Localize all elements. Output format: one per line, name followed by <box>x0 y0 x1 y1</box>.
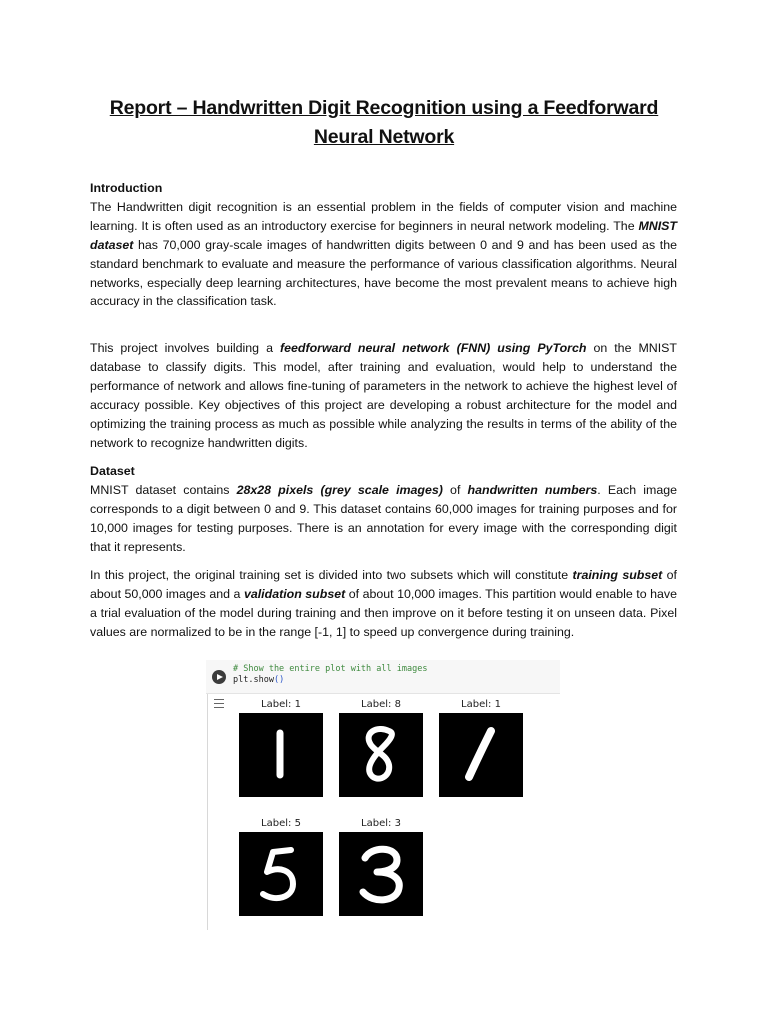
dataset-p2-emphasis-2: validation subset <box>243 586 346 601</box>
digit-sample <box>439 699 523 797</box>
intro-p2-text-b: on the MNIST database to classify digits. This model, after training and evaluation, would help to understand the performance of network and allows fine-tuning of parameters in the network to achieve the highest level of accuracy possible. Key objectives of this project are developing a robust architecture for the model and optimizing the training process as much as possible while analyzing the results in terms of the ability of the network to recognize handwritten digits. <box>90 341 678 450</box>
dataset-p1-emphasis-1: 28x28 pixels (grey scale images) <box>236 482 443 497</box>
introduction-paragraph-2 <box>90 339 677 452</box>
dataset-p2-text-a: In this project, the original training set is divided into two subsets which will constitute <box>90 568 573 582</box>
digit-image-5 <box>239 832 323 916</box>
digit-sample <box>239 818 323 916</box>
digit-label: Label: 3 <box>361 818 401 829</box>
digit-image-8 <box>339 713 423 797</box>
introduction-paragraph-1 <box>90 198 677 311</box>
code-cell[interactable] <box>206 660 560 694</box>
dataset-p2-emphasis-1: training subset <box>572 568 663 582</box>
intro-p1-emphasis: MNIST dataset <box>90 218 677 252</box>
digit-label: Label: 1 <box>261 699 301 710</box>
dataset-p2-text-c: of about 10,000 images. This partition would enable to have a trial evaluation of the model during training and then improve on it before testing it on unseen data. Pixel values are normalized to be in the range [-1, 1] to speed up convergence during training. <box>90 586 677 639</box>
introduction-paragraph-2-block <box>90 339 677 452</box>
digit-label: Label: 1 <box>461 699 501 710</box>
dataset-paragraph-1 <box>90 481 677 557</box>
output-divider <box>207 694 208 930</box>
digit-image-3 <box>339 832 423 916</box>
output-settings-icon[interactable] <box>214 698 224 708</box>
dataset-p1-text-b: of <box>442 482 468 497</box>
introduction-section <box>90 179 677 311</box>
run-cell-icon[interactable] <box>212 670 226 684</box>
code-line <box>233 675 284 686</box>
digit-sample <box>239 699 323 797</box>
report-title-line-2: Neural Network <box>313 126 455 148</box>
dataset-p2-text-b: of about 50,000 images and a <box>90 568 678 601</box>
report-title <box>90 94 678 152</box>
digit-label: Label: 8 <box>361 699 401 710</box>
code-comment: # Show the entire plot with all images <box>233 664 428 674</box>
intro-p1-text-a: The Handwritten digit recognition is an essential problem in the fields of computer vision and machine learning. It is often used as an introductory exercise for beginners in neural network modeling. The <box>90 199 677 233</box>
introduction-heading: Introduction <box>90 181 163 195</box>
digit-sample <box>339 818 423 916</box>
code-parens: () <box>273 675 285 685</box>
code-function: plt.show <box>233 675 274 685</box>
dataset-p1-text-c: . Each image corresponds to a digit between 0 and 9. This dataset contains 60,000 images for training purposes and for 10,000 images for testing purposes. There is an annotation for every image with the corresponding digit that it represents. <box>90 482 677 554</box>
report-title-line-1: Report – Handwritten Digit Recognition using a Feedforward <box>109 97 659 119</box>
intro-p2-emphasis: feedforward neural network (FNN) using PyTorch <box>279 341 587 355</box>
digit-sample <box>339 699 423 797</box>
digit-image-1 <box>239 713 323 797</box>
intro-p2-text-a: This project involves building a <box>90 341 280 355</box>
dataset-section <box>90 462 677 557</box>
notebook-output-figure <box>206 658 562 930</box>
dataset-heading: Dataset <box>90 464 135 478</box>
dataset-p1-text-a: MNIST dataset contains <box>90 482 237 497</box>
digit-image-1-slanted <box>439 713 523 797</box>
dataset-paragraph-2-block <box>90 566 677 642</box>
intro-p1-text-b: has 70,000 gray-scale images of handwritten digits between 0 and 9 and has been used as the standard benchmark to evaluate and measure the performance of various classification algorithms. Neural networks, especially deep learning architectures, have become the most prevalent means to achieve high accuracy in the classification task. <box>90 237 677 309</box>
dataset-paragraph-2 <box>90 566 677 642</box>
digit-label: Label: 5 <box>261 818 301 829</box>
dataset-p1-emphasis-2: handwritten numbers <box>467 482 598 497</box>
